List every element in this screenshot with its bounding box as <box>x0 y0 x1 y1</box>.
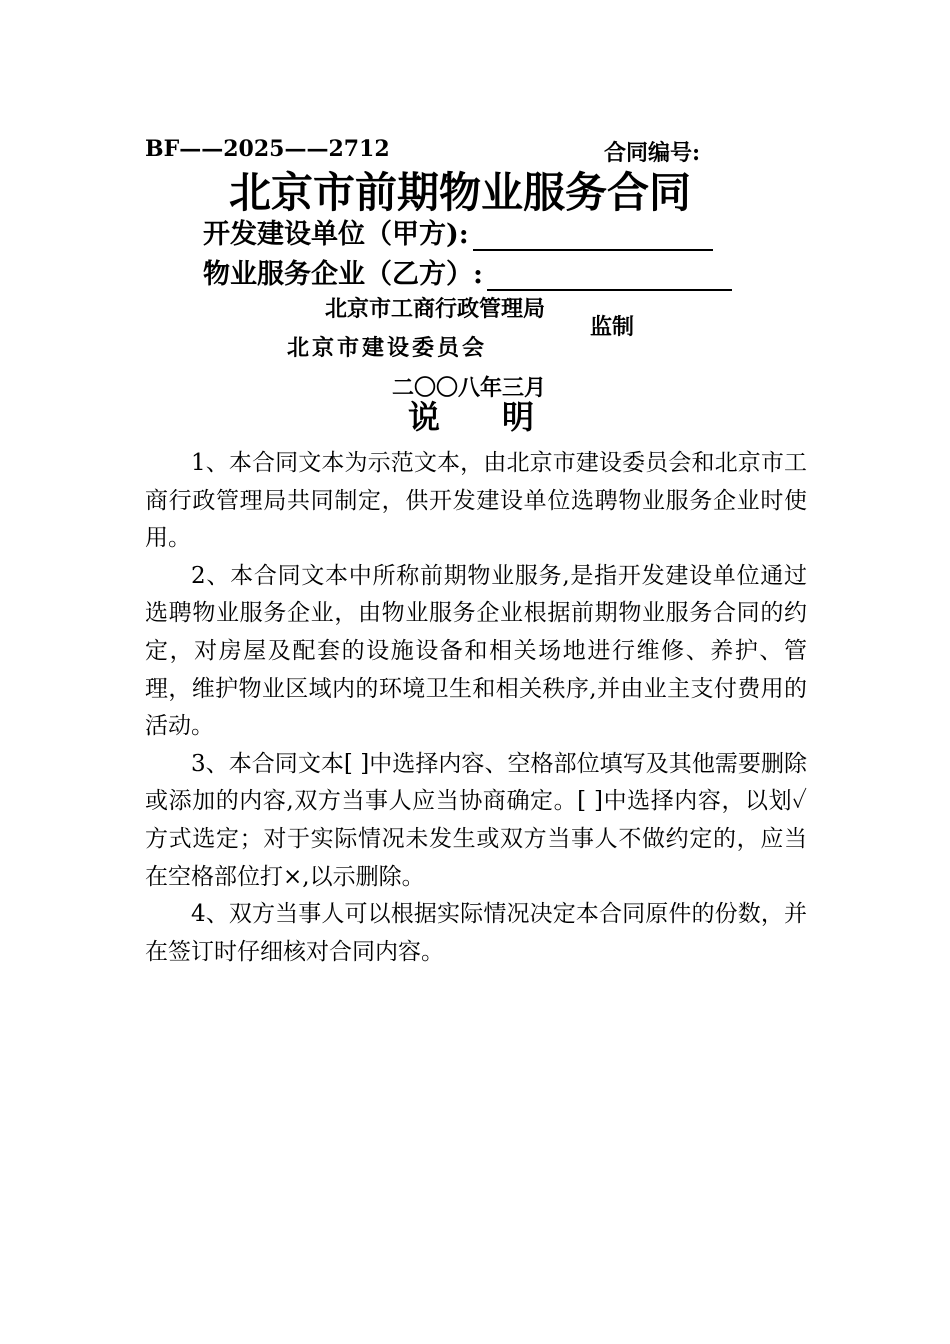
supervisor-1: 北京市工商行政管理局 <box>325 296 546 322</box>
party-b-label: 物业服务企业（乙方）: <box>203 259 483 290</box>
instruction-paragraph: 1、本合同文本为示范文本，由北京市建设委员会和北京市工商行政管理局共同制定，供开发建设单位选聘物业服务企业时使用。 <box>145 450 807 552</box>
section-heading: 说明 <box>408 398 597 436</box>
contract-number-label: 合同编号: <box>604 140 701 166</box>
party-a-label: 开发建设单位（甲方): <box>203 219 469 250</box>
party-b-line <box>203 252 732 291</box>
instruction-paragraph: 2、本合同文本中所称前期物业服务,是指开发建设单位通过选聘物业服务企业，由物业服务企业根据前期物业服务合同的约定，对房屋及配套的设施设备和相关场地进行维修、养护、管理，维护物业区域内的环境卫生和相关秩序,并由业主支付费用的活动。 <box>145 562 807 740</box>
instructions-body <box>145 445 807 971</box>
document-title: 北京市前期物业服务合同 <box>228 168 691 217</box>
instruction-paragraph: 3、本合同文本[ ]中选择内容、空格部位填写及其他需要删除或添加的内容,双方当事人应当协商确定。[ ]中选择内容，以划✓方式选定；对于实际情况未发生或双方当事人不做约定的，应当在空格部位打×,以示删除。 <box>145 750 807 890</box>
supervision-label: 监制 <box>590 314 635 340</box>
document-code: BF——2025——2712 <box>145 136 390 162</box>
publish-date: 二〇〇八年三月 <box>392 375 547 401</box>
document-title-wrapper <box>0 160 950 220</box>
supervisor-2: 北京市建设委员会 <box>287 335 488 361</box>
instruction-paragraph: 4、双方当事人可以根据实际情况决定本合同原件的份数，并在签订时仔细核对合同内容。 <box>145 901 807 965</box>
party-a-line <box>203 212 713 251</box>
party-b-blank <box>487 263 732 291</box>
party-a-blank <box>473 223 713 251</box>
